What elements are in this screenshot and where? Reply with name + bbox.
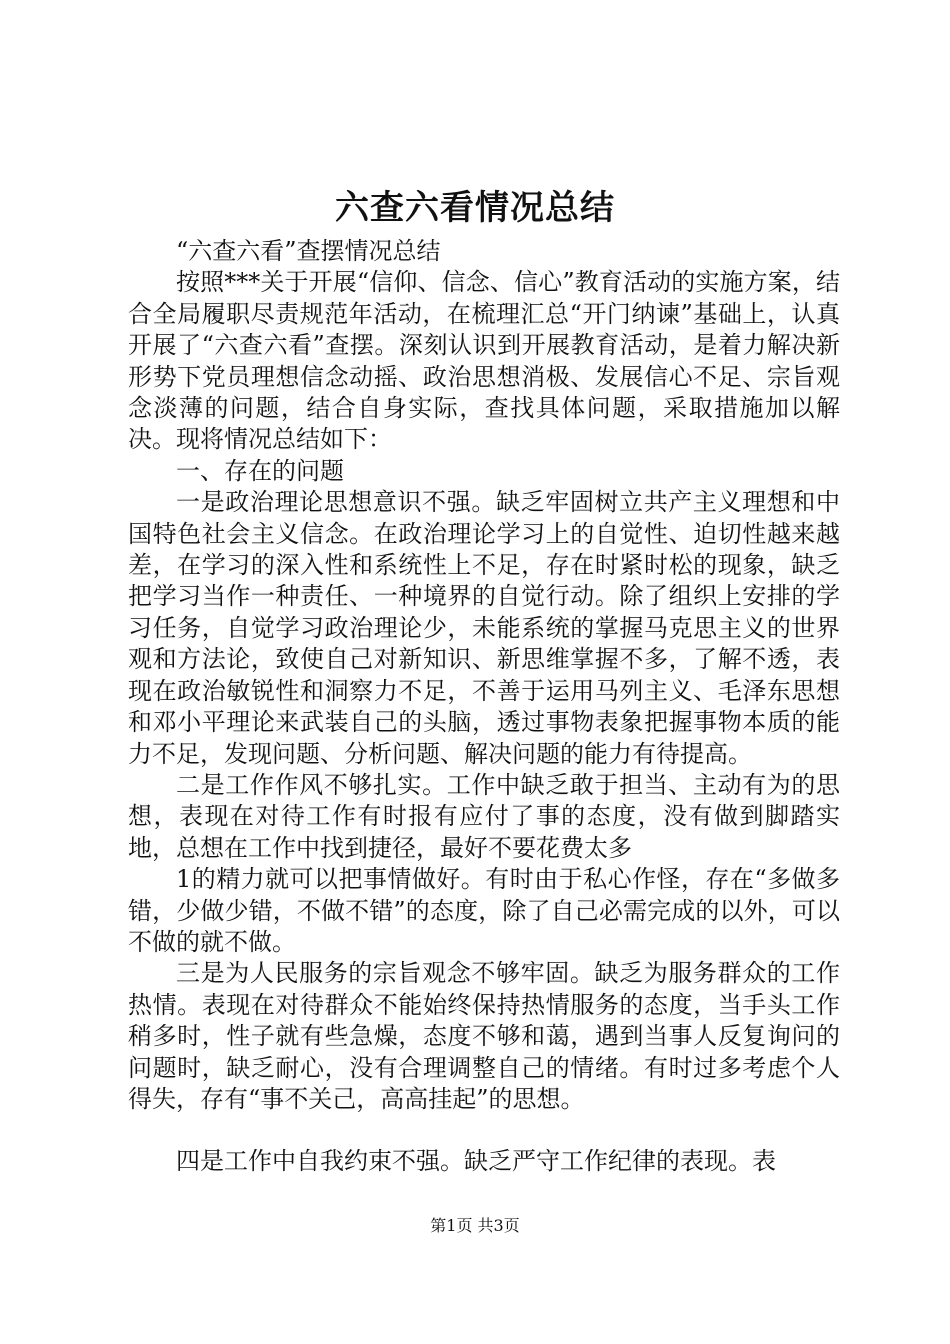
issue-two-continued-paragraph: 1的精力就可以把事情做好。有时由于私心作怪，存在“多做多错，少做少错，不做不错”的态度，除了自己必需完成的以外，可以不做的就不做。: [128, 865, 840, 956]
intro-paragraph: 按照***关于开展“信仰、信念、信心”教育活动的实施方案，结合全局履职尽责规范年活动，在梳理汇总“开门纳谏”基础上，认真开展了“六查六看”查摆。深刻认识到开展教育活动，是着力解决新形势下党员理想信念动摇、政治思想消极、发展信心不足、宗旨观念淡薄的问题，结合自身实际，查找具体问题，采取措施加以解决。现将情况总结如下：: [128, 268, 840, 454]
issue-four-paragraph: 四是工作中自我约束不强。缺乏严守工作纪律的表现。表: [176, 1147, 776, 1176]
issue-one-paragraph: 一是政治理论思想意识不强。缺乏牢固树立共产主义理想和中国特色社会主义信念。在政治理论学习上的自觉性、迫切性越来越差，在学习的深入性和系统性上不足，存在时紧时松的现象，缺乏把学习当作一种责任、一种境界的自觉行动。除了组织上安排的学习任务，自觉学习政治理论少，未能系统的掌握马克思主义的世界观和方法论，致使自己对新知识、新思维掌握不多，了解不透，表现在政治敏锐性和洞察力不足，不善于运用马列主义、毛泽东思想和邓小平理论来武装自己的头脑，透过事物表象把握事物本质的能力不足，发现问题、分析问题、解决问题的能力有待提高。: [128, 488, 840, 768]
issue-three-paragraph: 三是为人民服务的宗旨观念不够牢固。缺乏为服务群众的工作热情。表现在对待群众不能始终保持热情服务的态度，当手头工作稍多时，性子就有些急燥，态度不够和蔼，遇到当事人反复询问的问题时，缺乏耐心，没有合理调整自己的情绪。有时过多考虑个人得失，存有“事不关己，高高挂起”的思想。: [128, 959, 840, 1113]
section-heading: 一、存在的问题: [176, 456, 344, 485]
page-number-footer: 第1页 共3页: [430, 1216, 520, 1235]
document-body: [128, 236, 840, 1178]
page-title: 六查六看情况总结: [335, 188, 615, 228]
issue-two-paragraph: 二是工作作风不够扎实。工作中缺乏敢于担当、主动有为的思想，表现在对待工作有时报有应付了事的态度，没有做到脚踏实地，总想在工作中找到捷径，最好不要花费太多: [128, 770, 840, 862]
subtitle-paragraph: “六查六看”查摆情况总结: [176, 237, 441, 265]
